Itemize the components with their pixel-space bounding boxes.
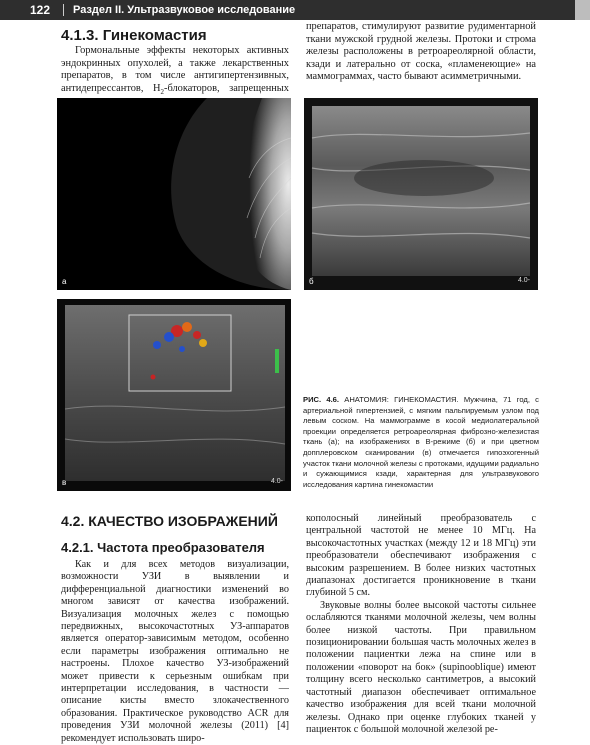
section-title: Раздел II. Ультразвуковое исследование — [73, 4, 296, 16]
figure-caption — [303, 395, 539, 490]
mammogram-image-a — [57, 98, 291, 290]
mammogram-graphic — [57, 98, 291, 290]
page-number: 122 — [30, 3, 51, 17]
heading-transducer-frequency: 4.2.1. Частота преобразователя — [61, 540, 265, 555]
doppler-graphic — [57, 299, 291, 491]
paragraph-ducts-stroma: препаратов, стимулируют развитие рудиментарной ткани мужской грудной железы. Протоки и строма железы расположены в ретроареолярной области, кзади и латерально от соска, «пламенеющие» на маммограммах, часто бывают асимметричными. — [306, 21, 536, 83]
paragraph-hormonal-effects: Гормональные эффекты некоторых активных эндокринных опухолей, а также лекарственных препаратов, в том числе антигипертензивных, антидепрессантов, $H_2$-блокаторов, запрещенных — [61, 45, 289, 96]
paragraph-broadband-transducer: кополосный линейный преобразователь с центральной частотой не менее 10 МГц. На высокочастотных участках (между 12 и 18 МГц) эти преобразователи обеспечивают изображения с высоким разрешением. В более низких частотных диапазонах достигается проникновение в ткани глубиной 5 см. Звуковые волны более высокой частоты сильнее ослабляются тканями молочной железы, чем волны более низкой частоты. При правильном позиционировании большая часть молочных желез в положении пациентки лежа на спине или в положении «поворот на бок» (supinoоblique) имеют толщину всего несколько сантиметров, а высокий частотный диапазон обеспечивает оптимальное качество изображения для всей ткани молочной железы. Однако при оценке глубоких тканей у пациенток с большой молочной железой ре- — [306, 513, 536, 735]
caption-text: Мужчина, 71 год, с артериальной гипертензией, с мягким пальпируемым узлом под левым соском. На маммограмме в косой медиолатеральной проекции определяется ретроареолярная фиброзно-железистая ткань (а); на изображениях в B-режиме (б) и при цветном допплеровском сканировании (в) отмечается гипоэхогенный участок ткани молочной железы с протоками, идущими радиально и сужающимися кзади, характерная для ультразвукового исследования картина гинекомастии — [303, 395, 539, 489]
heading-gynecomastia: 4.1.3. Гинекомастия — [61, 27, 207, 44]
panel-label-v: в — [62, 478, 67, 487]
thumb-tab — [575, 0, 590, 20]
running-header — [0, 0, 590, 20]
paragraph-image-quality: Как и для всех методов визуализации, возможности УЗИ в выявлении и дифференциальной диагностики изменений во многом зависят от качества изображений. Визуализация молочных желез с помощью передвижных, высокочастотных УЗ-аппаратов является оператор-зависимым методом, особенно если параметры изображения оптимально не настроены. Плохое качество УЗ-изображений может привести к серьезным ошибкам при интерпретации исследования, в частности — описание кисты вместо злокачественного образования. Практическое руководство ACR для проведения УЗИ молочной железы (2011) [4] рекомендует использовать широ- — [61, 559, 289, 744]
ultrasound-image-b — [304, 98, 538, 290]
panel-label-a: а — [62, 277, 67, 286]
caption-title: АНАТОМИЯ: ГИНЕКОМАСТИЯ. — [344, 395, 459, 404]
panel-label-b: б — [309, 277, 314, 286]
heading-image-quality: 4.2. КАЧЕСТВО ИЗОБРАЖЕНИЙ — [61, 513, 278, 529]
header-divider — [63, 4, 64, 16]
bmode-graphic — [304, 98, 538, 290]
depth-scale-b: 4.0- — [517, 277, 530, 284]
depth-scale-v: 4.0- — [270, 478, 283, 485]
caption-label: РИС. 4.6. — [303, 395, 340, 404]
doppler-image-v — [57, 299, 291, 491]
